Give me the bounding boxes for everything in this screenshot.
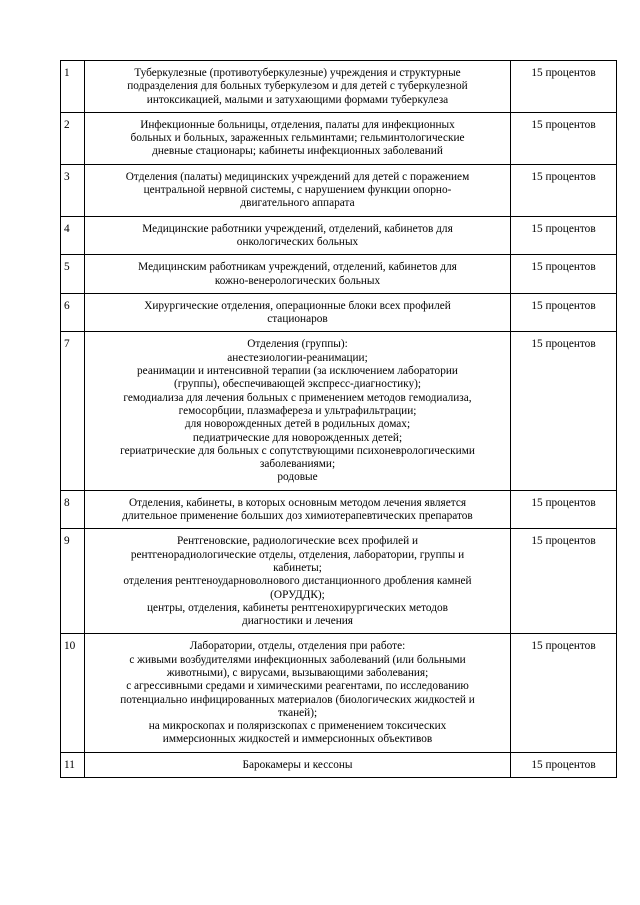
table-row bbox=[61, 216, 617, 255]
table-row bbox=[61, 112, 617, 164]
description-line: гемосорбции, плазмафереза и ультрафильтрации; bbox=[178, 404, 417, 417]
description-line: (группы), обеспечивающей экспресс-диагностику); bbox=[173, 378, 422, 391]
row-number: 11 bbox=[61, 752, 85, 777]
row-percent: 15 процентов bbox=[511, 529, 617, 634]
description-line: Отделения (группы): bbox=[247, 338, 348, 351]
row-description bbox=[85, 61, 511, 113]
row-percent: 15 процентов bbox=[511, 293, 617, 332]
description-line: двигательного аппарата bbox=[240, 197, 355, 210]
row-description bbox=[85, 255, 511, 294]
row-percent: 15 процентов bbox=[511, 164, 617, 216]
row-percent: 15 процентов bbox=[511, 332, 617, 490]
table-row bbox=[61, 529, 617, 634]
description-line: больных и больных, зараженных гельминтами; гельминтологические bbox=[130, 132, 465, 145]
row-percent: 15 процентов bbox=[511, 112, 617, 164]
row-description bbox=[85, 529, 511, 634]
allowance-table-body bbox=[61, 61, 617, 778]
row-number: 1 bbox=[61, 61, 85, 113]
description-line: Медицинским работникам учреждений, отделений, кабинетов для bbox=[138, 261, 457, 274]
description-line: дневные стационары; кабинеты инфекционных заболеваний bbox=[152, 145, 443, 158]
description-line: анестезиологии-реанимации; bbox=[227, 351, 368, 364]
row-percent: 15 процентов bbox=[511, 255, 617, 294]
description-line: с агрессивными средами и химическими реагентами, по исследованию bbox=[126, 680, 469, 693]
description-line: Барокамеры и кессоны bbox=[242, 758, 353, 771]
row-percent: 15 процентов bbox=[511, 216, 617, 255]
description-line: на микроскопах и поляризскопах с применением токсических bbox=[148, 720, 447, 733]
description-line: отделения рентгеноударноволнового дистанционного дробления камней bbox=[123, 575, 472, 588]
row-description bbox=[85, 332, 511, 490]
row-number: 8 bbox=[61, 490, 85, 529]
description-line: Отделения (палаты) медицинских учреждений для детей с поражением bbox=[125, 170, 470, 183]
description-line: реанимации и интенсивной терапии (за исключением лаборатории bbox=[137, 365, 458, 378]
row-percent: 15 процентов bbox=[511, 634, 617, 752]
description-line: с живыми возбудителями инфекционных заболеваний (или больными bbox=[129, 653, 466, 666]
row-number: 5 bbox=[61, 255, 85, 294]
description-line: иммерсионных жидкостей и иммерсионных объективов bbox=[162, 733, 433, 746]
description-line: Лаборатории, отделы, отделения при работе: bbox=[189, 640, 406, 653]
description-line: родовые bbox=[277, 471, 318, 484]
description-line: Хирургические отделения, операционные блоки всех профилей bbox=[144, 299, 451, 312]
row-description bbox=[85, 752, 511, 777]
row-number: 9 bbox=[61, 529, 85, 634]
description-line: кабинеты; bbox=[273, 561, 322, 574]
description-line: рентгенорадиологические отделы, отделения, лаборатории, группы и bbox=[130, 548, 465, 561]
description-line: Медицинские работники учреждений, отделений, кабинетов для bbox=[142, 222, 453, 235]
description-line: Туберкулезные (противотуберкулезные) учреждения и структурные bbox=[134, 67, 461, 79]
row-description bbox=[85, 164, 511, 216]
row-number: 4 bbox=[61, 216, 85, 255]
table-row bbox=[61, 752, 617, 777]
description-line: Рентгеновские, радиологические всех профилей и bbox=[176, 535, 419, 548]
table-row bbox=[61, 61, 617, 113]
row-percent: 15 процентов bbox=[511, 752, 617, 777]
description-line: онкологических больных bbox=[236, 235, 359, 248]
description-line: Инфекционные больницы, отделения, палаты для инфекционных bbox=[140, 118, 455, 131]
description-line: интоксикацией, малыми и затухающими формами туберкулеза bbox=[146, 93, 449, 106]
row-description bbox=[85, 216, 511, 255]
description-line: гемодиализа для лечения больных с применением методов гемодиализа, bbox=[123, 391, 472, 404]
row-number: 3 bbox=[61, 164, 85, 216]
description-line: педиатрические для новорожденных детей; bbox=[192, 431, 403, 444]
table-row bbox=[61, 293, 617, 332]
description-line: для новорожденных детей в родильных домах; bbox=[184, 418, 411, 431]
description-line: тканей); bbox=[277, 706, 318, 719]
row-description bbox=[85, 112, 511, 164]
description-line: заболеваниями; bbox=[259, 458, 336, 471]
row-description bbox=[85, 634, 511, 752]
description-line: кожно-венерологических больных bbox=[214, 274, 381, 287]
description-line: центры, отделения, кабинеты рентгенохирургических методов bbox=[147, 601, 448, 614]
row-percent: 15 процентов bbox=[511, 490, 617, 529]
description-line: центральной нервной системы, с нарушением функции опорно- bbox=[143, 184, 452, 197]
allowance-table bbox=[60, 60, 617, 778]
table-row bbox=[61, 164, 617, 216]
description-line: (ОРУДДК); bbox=[270, 588, 325, 601]
description-line: Отделения, кабинеты, в которых основным методом лечения является bbox=[128, 496, 467, 509]
description-line: гериатрические для больных с сопутствующими психоневрологическими bbox=[120, 444, 475, 457]
row-number: 6 bbox=[61, 293, 85, 332]
row-description bbox=[85, 293, 511, 332]
description-line: длительное применение больших доз химиотерапевтических препаратов bbox=[122, 510, 473, 523]
table-row bbox=[61, 490, 617, 529]
description-line: стационаров bbox=[267, 313, 328, 326]
row-description bbox=[85, 490, 511, 529]
description-line: животными), с вирусами, вызывающими заболевания; bbox=[166, 666, 429, 679]
description-line: диагностики и лечения bbox=[242, 615, 353, 628]
row-number: 10 bbox=[61, 634, 85, 752]
row-number: 2 bbox=[61, 112, 85, 164]
table-row bbox=[61, 634, 617, 752]
description-line: подразделения для больных туберкулезом и для детей с туберкулезной bbox=[127, 80, 468, 93]
row-percent: 15 процентов bbox=[511, 61, 617, 113]
row-number: 7 bbox=[61, 332, 85, 490]
description-line: потенциально инфицированных материалов (биологических жидкостей и bbox=[120, 693, 475, 706]
table-row bbox=[61, 332, 617, 490]
table-row bbox=[61, 255, 617, 294]
